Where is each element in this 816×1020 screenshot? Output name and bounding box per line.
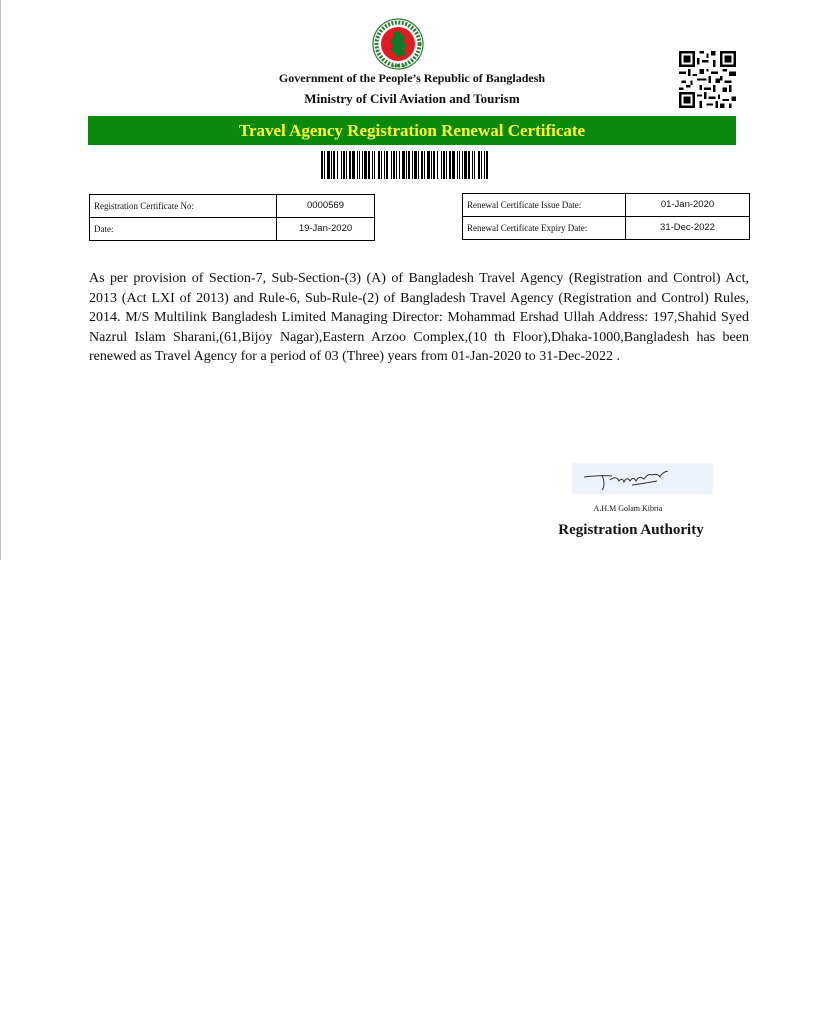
renewal-expiry-date-value: 31-Dec-2022 [626, 217, 750, 240]
government-title: Government of the People’s Republic of Bangladesh [278, 71, 546, 85]
bangladesh-emblem-icon [372, 18, 424, 70]
renewal-issue-date-label: Renewal Certificate Issue Date: [463, 194, 626, 217]
svg-text:◆ ◆ ◆: ◆ ◆ ◆ [390, 63, 406, 69]
registration-date-value: 19-Jan-2020 [277, 218, 375, 241]
ministry-title: Ministry of Civil Aviation and Tourism [304, 91, 520, 106]
signer-name: A.H.M Golam Kibria [593, 504, 663, 513]
barcode-icon [321, 151, 491, 179]
registration-number-label: Registration Certificate No: [90, 195, 277, 218]
page-edge-divider [0, 0, 1, 560]
registration-number-value: 0000569 [277, 195, 375, 218]
renewal-expiry-date-label: Renewal Certificate Expiry Date: [463, 217, 626, 240]
registration-date-label: Date: [90, 218, 277, 241]
certificate-title: Travel Agency Registration Renewal Certificate [238, 121, 586, 140]
qr-code-icon [679, 51, 736, 108]
signature-image [572, 463, 713, 494]
renewal-issue-date-value: 01-Jan-2020 [626, 194, 750, 217]
certificate-title-banner [88, 116, 736, 145]
registration-authority-title: Registration Authority [558, 522, 704, 538]
registration-info-table [89, 194, 375, 241]
renewal-info-table [462, 193, 750, 240]
certificate-body-text: As per provision of Section-7, Sub-Section-(3) (A) of Bangladesh Travel Agency (Registration and Control) Act, 2013 (Act LXI of 2013) and Rule-6, Sub-Rule-(2) of Bangladesh Travel Agency (Registration and Control) Rules, 2014. M/S Multilink Bangladesh Limited Managing Director: Mohammad Ershad Ullah Address: 197,Shahid Syed Nazrul Islam Sharani,(61,Bijoy Nagar),Eastern Arzoo Complex,(10 th Floor),Dhaka-1000,Bangladesh has been renewed as Travel Agency for a period of 03 (Three) years from 01-Jan-2020 to 31-Dec-2022 . [89, 271, 749, 364]
